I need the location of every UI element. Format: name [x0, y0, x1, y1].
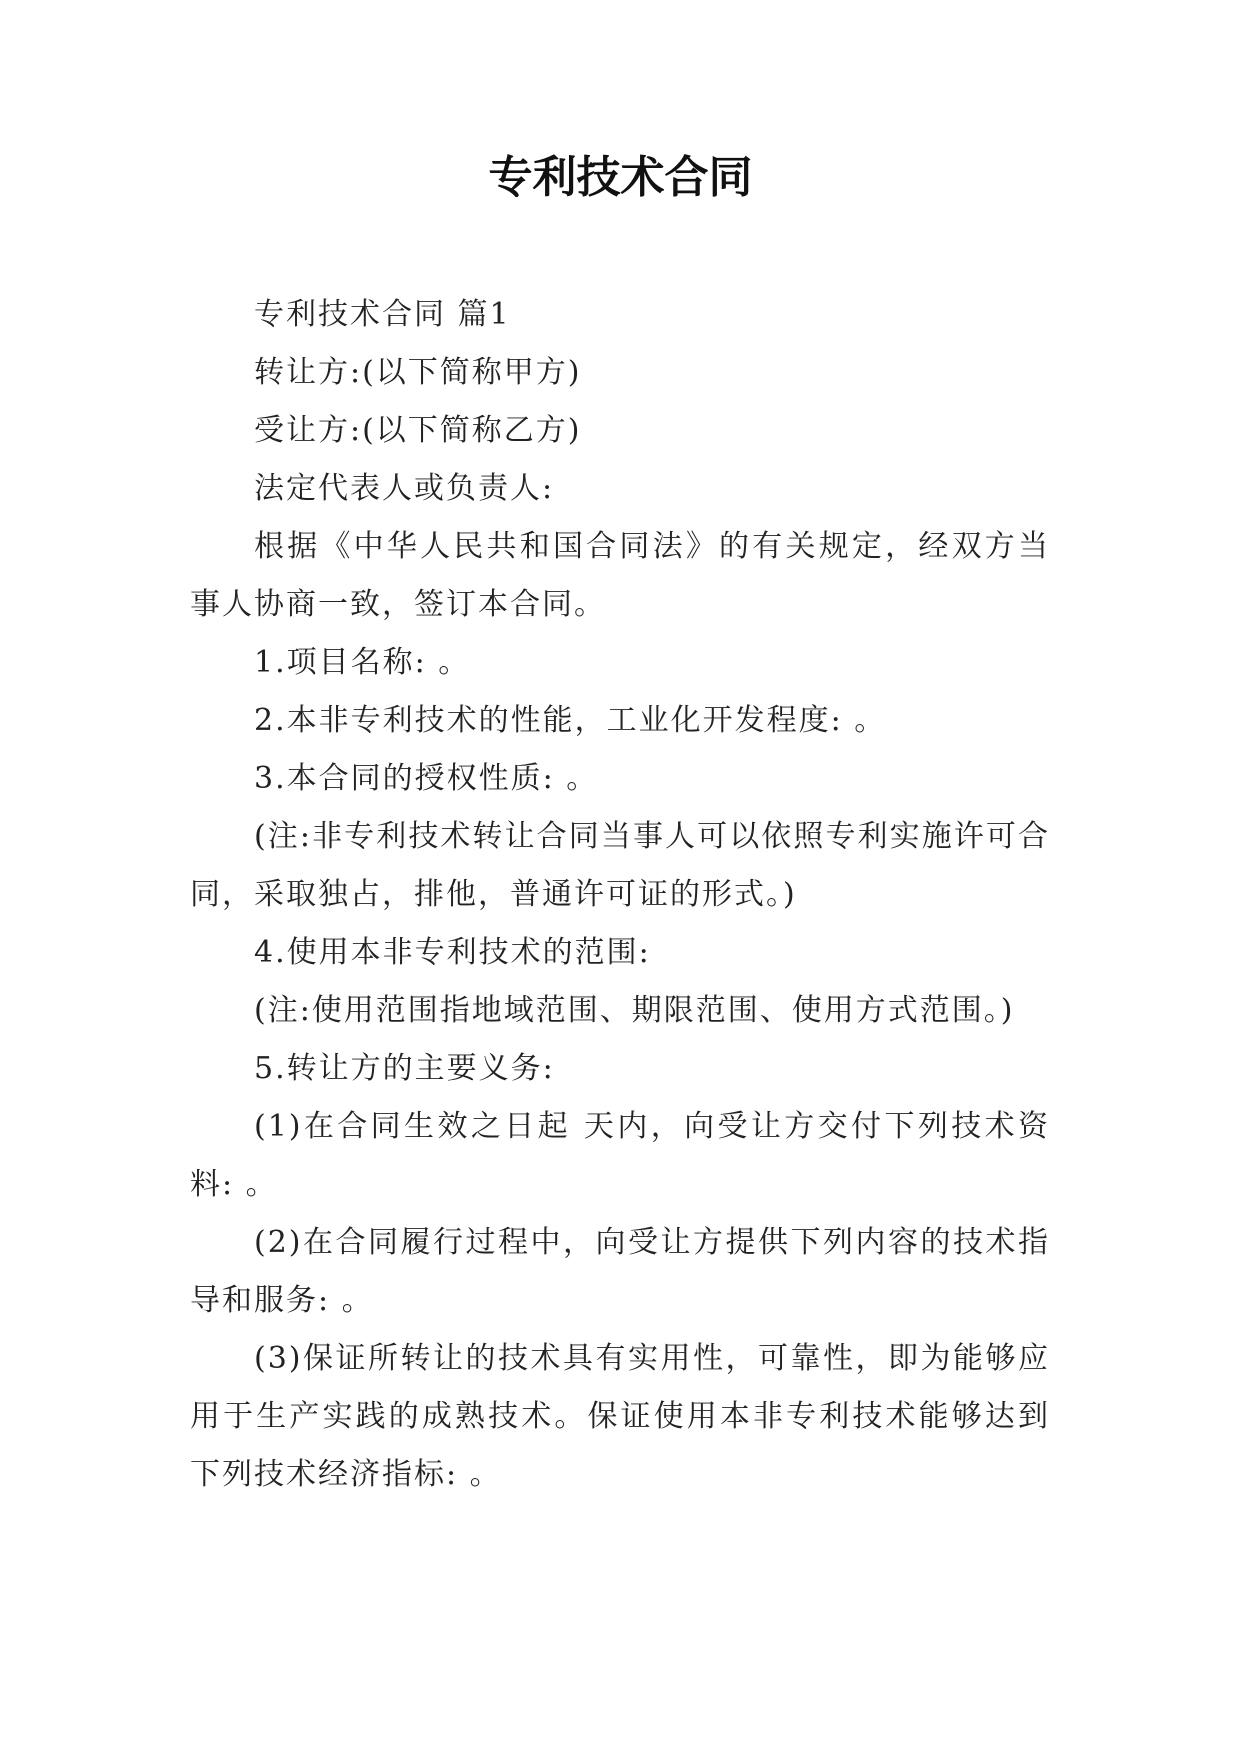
paragraph-legal-representative: 法定代表人或负责人:: [254, 471, 555, 506]
paragraph-item-5-1: (1)在合同生效之日起 天内，向受让方交付下列技术资料: 。: [190, 1109, 1050, 1202]
paragraph-preamble: 根据《中华人民共和国合同法》的有关规定，经双方当事人协商一致，签订本合同。: [190, 529, 1050, 622]
document-body: [190, 286, 1050, 1504]
paragraph-item-2: 2.本非专利技术的性能，工业化开发程度: 。: [254, 703, 887, 738]
paragraph-item-1: 1.项目名称: 。: [254, 645, 471, 680]
paragraph-transferor: 转让方:(以下简称甲方): [254, 355, 582, 390]
paragraph-item-4: 4.使用本非专利技术的范围:: [254, 935, 651, 970]
document-title: 专利技术合同: [488, 152, 753, 203]
paragraph-transferee: 受让方:(以下简称乙方): [254, 413, 582, 448]
paragraph-heading: 专利技术合同 篇1: [254, 297, 511, 332]
paragraph-item-5-2: (2)在合同履行过程中，向受让方提供下列内容的技术指导和服务: 。: [190, 1225, 1050, 1318]
paragraph-note-2: (注:使用范围指地域范围、期限范围、使用方式范围。): [254, 993, 1015, 1028]
paragraph-note-1: (注:非专利技术转让合同当事人可以依照专利实施许可合同，采取独占，排他，普通许可证的形式。): [190, 819, 1050, 912]
paragraph-item-3: 3.本合同的授权性质: 。: [254, 761, 599, 796]
paragraph-item-5: 5.转让方的主要义务:: [254, 1051, 555, 1086]
paragraph-item-5-3: (3)保证所转让的技术具有实用性，可靠性，即为能够应用于生产实践的成熟技术。保证使用本非专利技术能够达到下列技术经济指标: 。: [190, 1341, 1050, 1492]
